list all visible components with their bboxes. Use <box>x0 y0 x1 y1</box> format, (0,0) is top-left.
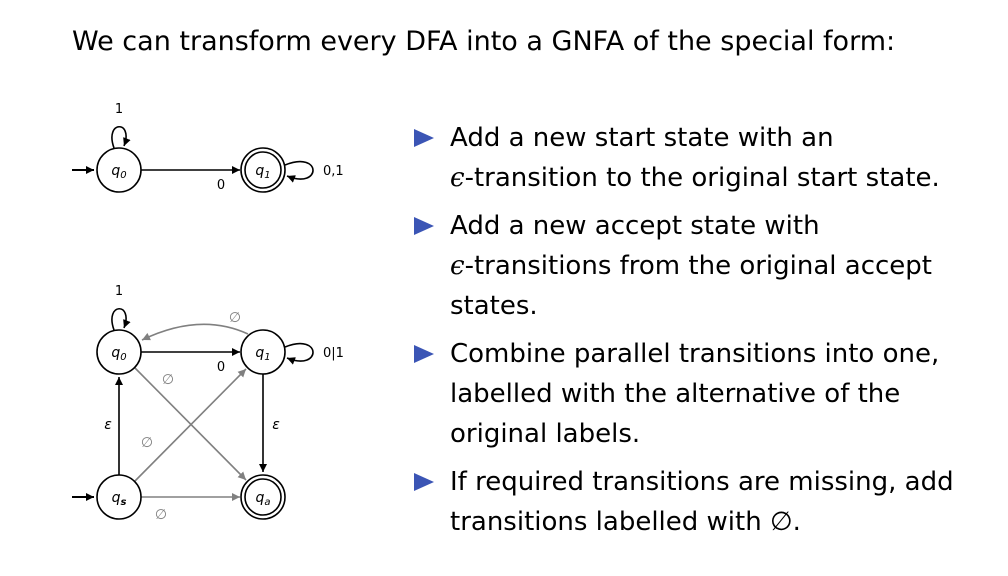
edge-q0-qa-label: ∅ <box>161 372 175 388</box>
slide-title: We can transform every DFA into a GNFA of the special form: <box>72 26 896 57</box>
bullet-text: ϵ-transition to the original start state. <box>450 163 940 193</box>
epsilon-symbol: ϵ <box>450 163 465 193</box>
bullet-text: Add a new start state with an <box>450 123 834 153</box>
empty-set-symbol: ∅ <box>769 507 793 537</box>
bullet-text: transitions labelled with ∅. <box>450 507 801 537</box>
edge-q1-qa-label: ε <box>272 417 280 433</box>
loop-q0 <box>112 127 126 148</box>
bullet-triangle-icon <box>414 217 434 235</box>
loop-q1-gnfa-label: 0|1 <box>323 346 344 361</box>
bullet-list <box>414 118 994 550</box>
state-qs-label: $q_s$ <box>111 490 127 508</box>
loop-q0-gnfa-label: 1 <box>114 284 124 299</box>
state-q0-gnfa-label: $q_0$ <box>111 345 127 363</box>
gnfa-diagram <box>72 284 344 523</box>
bullet-text: If required transitions are missing, add <box>450 467 954 497</box>
loop-q1-gnfa <box>285 344 313 361</box>
loop-q0-label: 1 <box>114 102 124 117</box>
bullet-triangle-icon <box>414 129 434 147</box>
state-q0-label: $q_0$ <box>111 163 127 181</box>
bullet-triangle-icon <box>414 473 434 491</box>
bullet-text: Add a new accept state with <box>450 211 820 241</box>
loop-q1 <box>285 162 313 179</box>
state-q1-label: $q_1$ <box>255 163 271 181</box>
loop-q1-label: 0,1 <box>323 164 344 179</box>
bullet-item <box>414 118 994 198</box>
edge-q0-q1-gnfa-label: 0 <box>216 360 226 375</box>
edge-qs-q1-label: ∅ <box>140 435 154 451</box>
bullet-item <box>414 462 994 542</box>
edge-qs-q0-label: ε <box>104 417 112 433</box>
bullet-text: states. <box>450 291 538 321</box>
state-q1-gnfa-label: $q_1$ <box>255 345 271 363</box>
edge-qs-qa-label: ∅ <box>154 507 168 523</box>
bullet-text: Combine parallel transitions into one, <box>450 339 940 369</box>
bullet-text: ϵ-transitions from the original accept <box>450 251 932 281</box>
edge-q0-q1-label: 0 <box>216 178 226 193</box>
automata-diagrams <box>0 0 400 576</box>
dfa-diagram <box>72 102 344 193</box>
bullet-text: original labels. <box>450 419 641 449</box>
state-qa-label: $q_a$ <box>255 490 271 508</box>
bullet-triangle-icon <box>414 345 434 363</box>
epsilon-symbol: ϵ <box>450 251 465 281</box>
edge-q1-q0 <box>142 324 248 340</box>
bullet-item <box>414 334 994 454</box>
edge-q1-q0-label: ∅ <box>228 310 242 326</box>
bullet-text: labelled with the alternative of the <box>450 379 901 409</box>
bullet-item <box>414 206 994 326</box>
loop-q0-gnfa <box>112 309 126 330</box>
